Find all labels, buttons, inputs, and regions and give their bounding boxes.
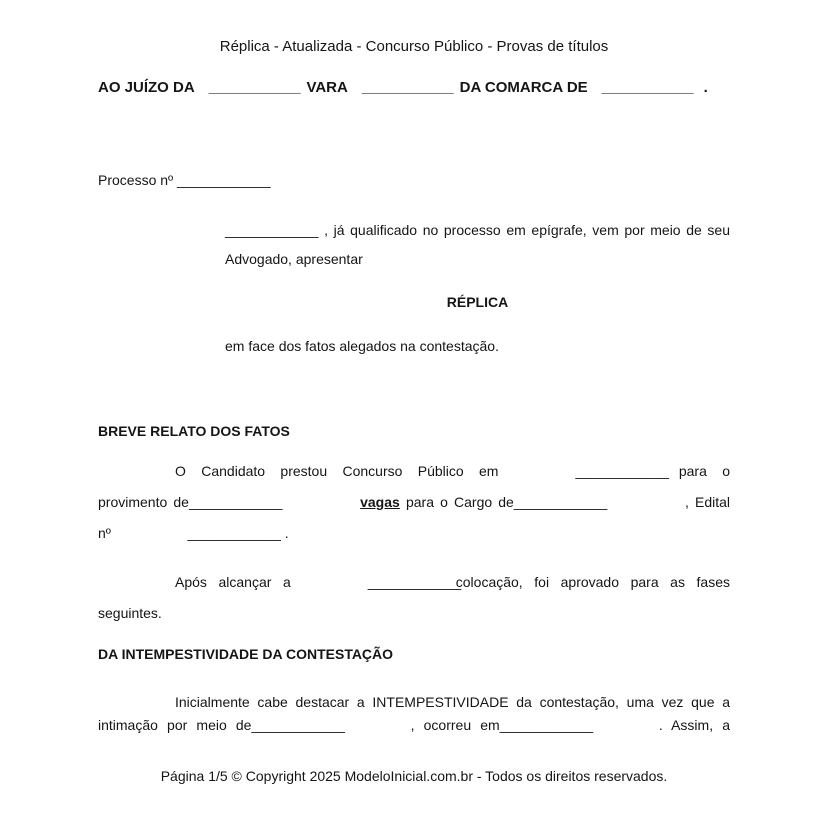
- facts-text-3b: .: [284, 525, 289, 541]
- facts-line-3: [98, 518, 730, 549]
- blank-field-vacancies: ____________: [188, 494, 283, 510]
- blank-field-vara: ___________: [208, 79, 301, 96]
- facts-line-2: [98, 487, 730, 518]
- blank-field-party-name: ____________: [225, 222, 319, 238]
- intro-line-1: [225, 216, 730, 245]
- court-line-period: .: [703, 79, 708, 96]
- facts-text-2a: provimento de: [98, 494, 189, 510]
- facts-text-3a: nº: [98, 525, 111, 541]
- untimely-text-2a: intimação por meio de: [98, 717, 252, 733]
- case-number-line: [98, 170, 730, 190]
- replica-heading: RÉPLICA: [446, 294, 509, 310]
- blank-field-exam-date: ____________: [575, 463, 669, 479]
- court-label-comarca: DA COMARCA DE: [459, 79, 588, 96]
- case-number-label: Processo nº: [98, 172, 174, 188]
- untimely-line-1: Inicialmente cabe destacar a INTEMPESTIVIDADE da contestação, uma vez que a: [175, 694, 730, 710]
- blank-field-notice-method: ____________: [251, 717, 345, 733]
- facts-text-vagas: vagas: [360, 494, 400, 510]
- blank-field-cargo: ____________: [513, 494, 608, 510]
- page-footer: Página 1/5 © Copyright 2025 ModeloInicial.com.br - Todos os direitos reservados.: [160, 768, 668, 784]
- placement-line-2: seguintes.: [98, 605, 162, 621]
- blank-field-jurisdiction: ___________: [361, 79, 454, 96]
- facts-text-2d: , Edital: [685, 494, 731, 510]
- facts-line-1: [98, 456, 730, 487]
- placement-text-1b: colocação, foi aprovado para as fases: [455, 574, 730, 590]
- facts-text-2c: para o Cargo de: [405, 494, 514, 510]
- untimeliness-paragraph: [98, 691, 730, 737]
- placement-line-1: [98, 567, 730, 598]
- document-title: Réplica - Atualizada - Concurso Público - Provas de títulos: [219, 38, 609, 55]
- blank-field-edital-number: ____________: [187, 525, 281, 541]
- blank-field-case-number: ____________: [177, 172, 271, 188]
- untimely-text-2c: . Assim, a: [658, 717, 730, 733]
- blank-field-rank: ____________: [367, 574, 462, 590]
- facts-paragraph: [98, 456, 730, 549]
- intro-line-2: Advogado, apresentar: [225, 251, 363, 267]
- untimely-text-2b: , ocorreu em: [410, 717, 500, 733]
- placement-text-1a: Após alcançar a: [175, 574, 291, 590]
- intro-paragraph: [225, 216, 730, 274]
- section-heading-breve-relato: BREVE RELATO DOS FATOS: [98, 423, 290, 439]
- facts-text-1b: para o: [678, 463, 730, 479]
- blank-field-comarca: ___________: [601, 79, 694, 96]
- court-address-line: [98, 78, 730, 98]
- untimely-line-2: [98, 714, 730, 737]
- intro-text: , já qualificado no processo em epígrafe, vem por meio de seu: [324, 222, 730, 238]
- blank-field-notice-date: ____________: [499, 717, 594, 733]
- section-heading-intempestividade: DA INTEMPESTIVIDADE DA CONTESTAÇÃO: [98, 646, 394, 662]
- em-face-line: em face dos fatos alegados na contestação.: [225, 338, 499, 354]
- facts-text-1a: O Candidato prestou Concurso Público em: [175, 463, 499, 479]
- court-label-juizo: AO JUÍZO DA: [98, 79, 195, 96]
- placement-paragraph: [98, 567, 730, 629]
- court-label-vara: VARA: [306, 79, 348, 96]
